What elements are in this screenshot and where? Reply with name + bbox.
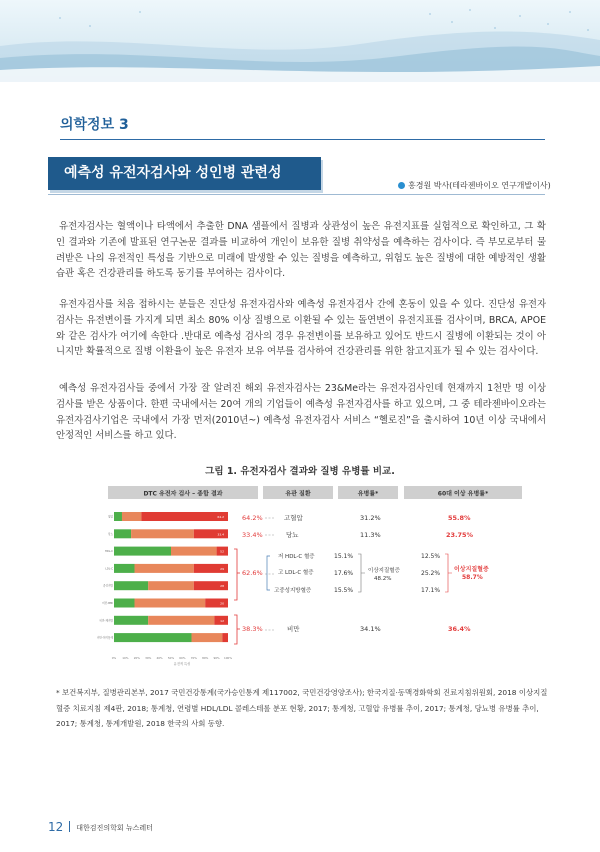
prevalence-ldl: 17.6%: [334, 570, 354, 577]
bar-segment: [192, 633, 223, 642]
header-disease: 유관 질환: [285, 490, 311, 498]
top-banner: [0, 0, 600, 82]
footnote: * 보건복지부, 질병관리본부, 2017 국민건강통계(국가승인통계 제117002, 국민건강영양조사); 한국지질·동맥경화학회 진료지침위원회, 2018 이상지질혈증 치료지침 제4판, 2018; 통계청, 연령별 HDL/LDL 콜레스테롤 분포 현황, 2017; 통계청, 고혈압 유병률 추이, 2017; 통계청, 당뇨병 유병률 추이, 2017; 통계청, 통계개발원, 2018 한국의 사회 동향.: [56, 688, 548, 729]
pct-label: 33.4%: [242, 531, 263, 539]
bar-segment: [148, 616, 214, 625]
prevalence-tg: 15.5%: [334, 587, 354, 594]
bar-segment: [114, 547, 171, 556]
group-brackets: [234, 549, 240, 644]
condition-hypertension: 고혈압: [284, 514, 303, 522]
x-tick-label: 60%: [179, 656, 186, 660]
condition-ldl: 고 LDL-C 혈증: [278, 570, 314, 576]
condition-hdl: 저 HDL-C 혈증: [278, 554, 315, 560]
bar-label: 당뇨: [107, 532, 113, 536]
x-axis: [112, 656, 233, 660]
prevalence-diabetes: 11.3%: [360, 531, 381, 539]
x-tick-label: 10%: [122, 656, 129, 660]
stacked-bar-chart: [97, 512, 228, 642]
header-prevalence: 유병률*: [357, 490, 379, 498]
bar-segment: [114, 599, 135, 608]
bar-value-label: 28: [220, 584, 224, 589]
bar-segment: [135, 599, 206, 608]
article-title: 예측성 유전자검사와 성인병 관련성: [48, 157, 321, 190]
bar-value-label: 33.4: [217, 532, 224, 537]
bar-label: 비만-체지방: [99, 619, 113, 623]
condition-obesity: 비만: [287, 625, 300, 633]
bar-label: 비만-허리둘레: [97, 636, 113, 640]
bar-label: HDL-C: [104, 550, 113, 554]
dyslipidemia-brace: [358, 554, 365, 592]
x-tick-label: 100%: [224, 656, 232, 660]
pct-label: 64.2%: [242, 514, 263, 522]
bar-label: 비만-BMI: [102, 602, 113, 605]
header-dtc: DTC 유전자 검사 – 종합 결과: [143, 490, 223, 498]
bar-label: 혈압: [107, 515, 113, 519]
dyslipidemia-label: 이상지질혈증: [368, 568, 400, 574]
header-prevalence-60: 60대 이상 유병률*: [437, 490, 489, 498]
bar-value-label: 29: [220, 566, 224, 571]
prevalence-hypertension: 31.2%: [360, 514, 381, 522]
bar-segment: [141, 512, 228, 521]
page-number: 12: [48, 820, 64, 834]
prevalence60-hypertension: 55.8%: [448, 514, 471, 522]
figure-header: [108, 486, 522, 499]
prevalence60-tg: 17.1%: [421, 587, 441, 594]
x-tick-label: 20%: [133, 656, 140, 660]
author-name: 홍경원 박사(테라젠바이오 연구개발이사): [408, 181, 551, 190]
pct-label: 38.3%: [242, 625, 263, 633]
x-tick-label: 40%: [156, 656, 163, 660]
page-footer: [48, 820, 153, 834]
bar-segment: [114, 529, 131, 538]
bar-value-label: 64.2: [217, 515, 224, 519]
bullet-icon: [398, 182, 405, 189]
bar-label: LDL-C: [105, 567, 113, 571]
bar-segment: [114, 633, 192, 642]
bar-value-label: 12: [220, 618, 224, 623]
bar-segment: [205, 599, 228, 608]
bar-segment: [114, 616, 148, 625]
author-line: [398, 180, 551, 191]
x-tick-label: 50%: [167, 656, 175, 660]
prevalence60-diabetes: 23.75%: [446, 531, 474, 539]
dyslipidemia60-label: 이상지질혈증: [454, 566, 489, 573]
prevalence60-hdl: 12.5%: [421, 553, 441, 560]
bar-segment: [135, 564, 194, 573]
dyslipidemia60-brace: [445, 554, 452, 592]
pct-label: 62.6%: [242, 569, 263, 577]
body-paragraph: 예측성 유전자검사들 중에서 가장 잘 알려진 해외 유전자검사는 23&Me라는 유전자검사인데 현재까지 1천만 명 이상 검사를 받은 상품이다. 한편 국내에서는 20여 개의 기업들이 예측성 유전자검사를 하고 있으며, 그 중 테라젠바이오라는 유전자검사기업은 국내에서 가장 먼저(2010년~) 예측성 유전자검사 서비스 “헬로진”을 출시하여 10년 이상 국내에서 안정적인 서비스를 하고 있다.: [56, 383, 546, 442]
bar-segment: [222, 633, 228, 642]
bar-segment: [114, 564, 135, 573]
dyslipidemia-value: 48.2%: [374, 576, 392, 582]
x-tick-label: 90%: [213, 656, 220, 660]
x-tick-label: 70%: [190, 656, 197, 660]
footer-separator: [69, 821, 70, 832]
publication-name: 대한검진의학회 뉴스레터: [76, 824, 153, 832]
condition-tg: 고중성지방혈증: [274, 588, 312, 594]
disease-bracket: [267, 556, 270, 590]
dashed-connectors: [265, 518, 274, 630]
bar-segment: [114, 512, 122, 521]
body-paragraph: 유전자검사는 혈액이나 타액에서 추출한 DNA 샘플에서 질병과 상관성이 높은 유전지표를 실험적으로 확인하고, 그 확인 결과와 기존에 발표된 연구논문 결과를 비교하여 개인이 보유한 질병 취약성을 예측하는 검사이다. 즉 부모로부터 물려받은 나의 유전적인 특성을 기반으로 미래에 발생할 수 있는 질병을 예측하고, 위험도 높은 질병에 대한 예방적인 생활습관 혹은 건강관리를 하도록 동기를 부여하는 검사이다.: [56, 221, 546, 280]
prevalence60-obesity: 36.4%: [448, 625, 471, 633]
dyslipidemia60-value: 58.7%: [462, 574, 483, 581]
x-tick-label: 30%: [145, 656, 152, 660]
bar-segment: [148, 581, 194, 590]
bar-segment: [131, 529, 194, 538]
prevalence60-ldl: 25.2%: [421, 570, 441, 577]
prevalence-hdl: 15.1%: [334, 553, 354, 560]
bar-segment: [171, 547, 217, 556]
bar-segment: [114, 581, 148, 590]
section-title: 의학정보 3: [60, 117, 129, 133]
bar-segment: [122, 512, 141, 521]
bar-value-label: 20: [220, 601, 224, 606]
figure-caption: 그림 1. 유전자검사 결과와 질병 유병률 비교.: [205, 466, 395, 477]
bar-label: 중성지방: [102, 584, 113, 588]
bar-value-label: 52: [220, 549, 224, 554]
comparison-figure: [97, 484, 530, 667]
x-tick-label: 0%: [111, 656, 117, 660]
body-paragraph: 유전자검사를 처음 접하시는 분들은 진단성 유전자검사와 예측성 유전자검사 간에 혼동이 있을 수 있다. 진단성 유전자검사는 유전변이를 가지게 되면 최소 80% 이상 질병으로 이환될 수 있는 돌연변이 유전지표를 검사이며, BRCA, APOE와 같은 검사가 여기에 속한다 .반대로 예측성 검사의 경우 유전변이를 보유하고 있어도 반드시 질병에 이환되는 것이 아니지만 확률적으로 질병 이환율이 높은 유전자 보유 여부를 검사하여 건강관리를 위한 참고지표가 될 수 있는 검사이다.: [56, 299, 546, 358]
x-axis-title: 유전적 특성: [173, 662, 191, 666]
title-underline: [48, 194, 545, 195]
section-divider: [60, 139, 545, 140]
x-tick-label: 80%: [202, 656, 209, 660]
prevalence-obesity: 34.1%: [360, 625, 381, 633]
banner-wave-graphic: [0, 0, 600, 82]
condition-diabetes: 당뇨: [286, 531, 299, 539]
